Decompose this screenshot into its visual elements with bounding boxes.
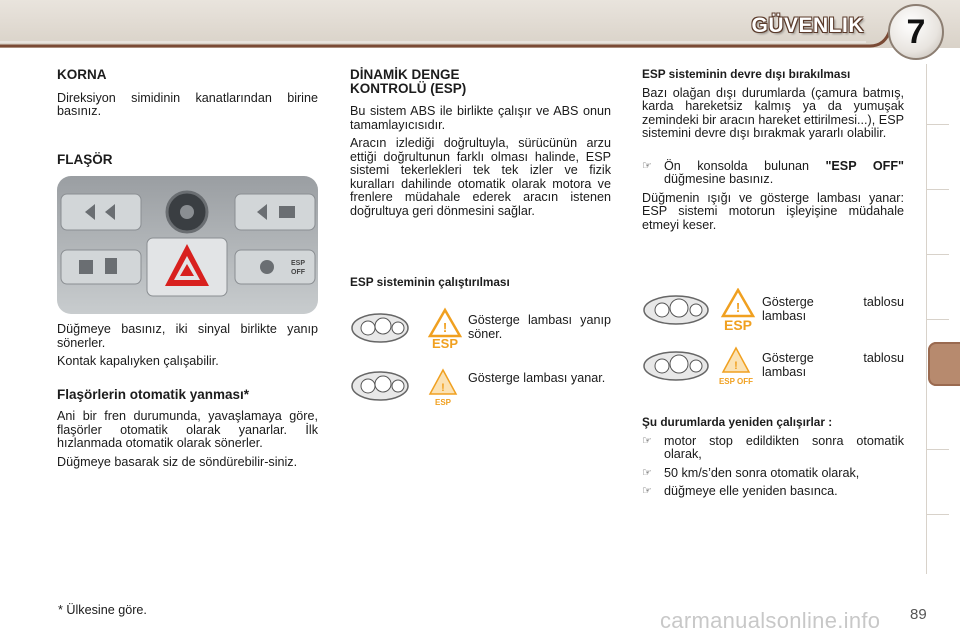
esp-off-indicator-1-caption	[762, 296, 904, 323]
dashboard-esp-flashing-icon	[350, 306, 462, 350]
korna-text: Direksiyon simidinin kanatlarından birine basınız.	[57, 90, 318, 118]
svg-text:!: !	[734, 360, 738, 372]
column-hazard-text	[57, 323, 318, 469]
esp-off-bullet	[642, 160, 904, 187]
esp-restart-heading: Şu durumlarda yeniden çalışırlar :	[642, 415, 833, 429]
chapter-tab-strip	[926, 64, 953, 574]
esp-indicator-2-caption	[468, 372, 611, 386]
esp-off-icon-label: ESP OFF	[718, 377, 754, 386]
auto-hazard-heading: Flaşörlerin otomatik yanması*	[57, 386, 250, 402]
esp-off-text-2: Düğmenin ışığı ve gösterge lambası yanar: ESP sistemi motorun işleyişine müdahale etmeyi keser.	[642, 190, 904, 232]
column-esp-off	[642, 68, 904, 232]
flasor-heading: FLAŞÖR	[57, 151, 113, 167]
esp-off-indicator-1-text: Gösterge tablosu lambası	[762, 295, 904, 323]
esp-off-bullet-post: düğmesine basınız.	[664, 172, 774, 186]
esp-off-text: Bazı olağan dışı durumlarda (çamura batmış, karda hareketsiz kalmış ya da yumuşak zemindeki bir aracın hareket ettirilmesi...), ESP sistemini devre dışı bırakmak yararlı olabilir.	[642, 85, 904, 140]
restart-item-text: motor stop edildikten sonra otomatik olarak,	[664, 433, 904, 461]
esp-off-indicator-2-caption	[762, 352, 904, 379]
esp-run-section	[350, 276, 611, 290]
auto-hazard-text-1: Ani bir fren durumunda, yavaşlamaya göre, flaşörler otomatik olarak yanarlar. İlk hızlanmada otomatik olarak sönerler.	[57, 409, 318, 450]
tab-divider	[927, 254, 949, 255]
restart-item	[642, 435, 904, 462]
dashboard-esp-off-icon	[642, 344, 756, 388]
esp-icon-label: ESP	[431, 336, 459, 350]
restart-item	[642, 485, 904, 499]
header-band	[0, 0, 960, 48]
hand-pointer-icon: ☞	[642, 159, 652, 172]
flasor-text-1: Düğmeye basınız, iki sinyal birlikte yanıp sönerler.	[57, 322, 318, 350]
photo-off-label: OFF	[291, 269, 305, 276]
tab-divider	[927, 449, 949, 450]
svg-text:!: !	[735, 300, 741, 315]
tab-divider	[927, 514, 949, 515]
dashboard-esp-warning-icon	[642, 288, 756, 332]
chapter-title: GÜVENLIK	[751, 14, 864, 37]
esp-warning-label: ESP	[723, 317, 753, 332]
esp-small-icon-label: ESP	[434, 398, 452, 407]
watermark: carmanualsonline.info	[660, 608, 881, 633]
hazard-switch-photo	[57, 176, 318, 314]
tab-divider	[927, 319, 949, 320]
esp-text-2: Aracın izlediği doğrultuyla, sürücünün arzu ettiği doğrultunun farklı olması halinde, ESP sistemi tekerlekleri tek tek izler ve fizik kuralları dahilinde otomatik olarak motora ve frenlere müdahale ederek aracın istenen doğrultuya geri dönmesini sağlar.	[350, 136, 611, 218]
esp-off-heading: ESP sisteminin devre dışı bırakılması	[642, 67, 851, 81]
esp-run-heading: ESP sisteminin çalıştırılması	[350, 275, 510, 289]
column-horn-hazard	[57, 68, 318, 166]
korna-heading: KORNA	[57, 67, 107, 82]
dashboard-esp-on-icon	[350, 364, 462, 408]
restart-item-text: 50 km/s’den sonra otomatik olarak,	[664, 465, 860, 480]
photo-esp-label: ESP	[291, 260, 306, 267]
esp-indicator-1-caption	[468, 314, 611, 341]
column-esp	[350, 68, 611, 218]
esp-text-1: Bu sistem ABS ile birlikte çalışır ve ABS onun tamamlayıcısıdır.	[350, 104, 611, 132]
esp-restart-section	[642, 416, 904, 499]
esp-off-bullet-pre: Ön konsolda bulunan	[664, 158, 826, 173]
auto-hazard-text-2: Düğmeye basarak siz de söndürebilir-siniz.	[57, 454, 298, 469]
tab-divider	[927, 124, 949, 125]
svg-text:!: !	[441, 382, 445, 394]
svg-text:!: !	[442, 320, 448, 335]
page-number: 89	[910, 606, 927, 623]
tab-divider	[927, 189, 949, 190]
hand-pointer-icon: ☞	[642, 485, 652, 497]
restart-item	[642, 467, 904, 481]
esp-heading: DİNAMİK DENGE KONTROLÜ (ESP)	[350, 67, 467, 96]
footnote: * Ülkesine göre.	[58, 603, 147, 617]
chapter-tab-active[interactable]	[928, 342, 960, 386]
esp-off-button-name: "ESP OFF"	[825, 158, 904, 173]
hand-pointer-icon: ☞	[642, 466, 652, 479]
esp-indicator-1-text: Gösterge lambası yanıp söner.	[468, 313, 611, 341]
flasor-text-2: Kontak kapalıyken çalışabilir.	[57, 354, 219, 368]
esp-off-indicator-2-text: Gösterge tablosu lambası	[762, 351, 904, 379]
restart-item-text: düğmeye elle yeniden basınca.	[664, 484, 838, 498]
chapter-number-badge: 7	[888, 4, 944, 60]
hand-pointer-icon: ☞	[642, 434, 652, 447]
esp-indicator-2-text: Gösterge lambası yanar.	[468, 371, 606, 385]
